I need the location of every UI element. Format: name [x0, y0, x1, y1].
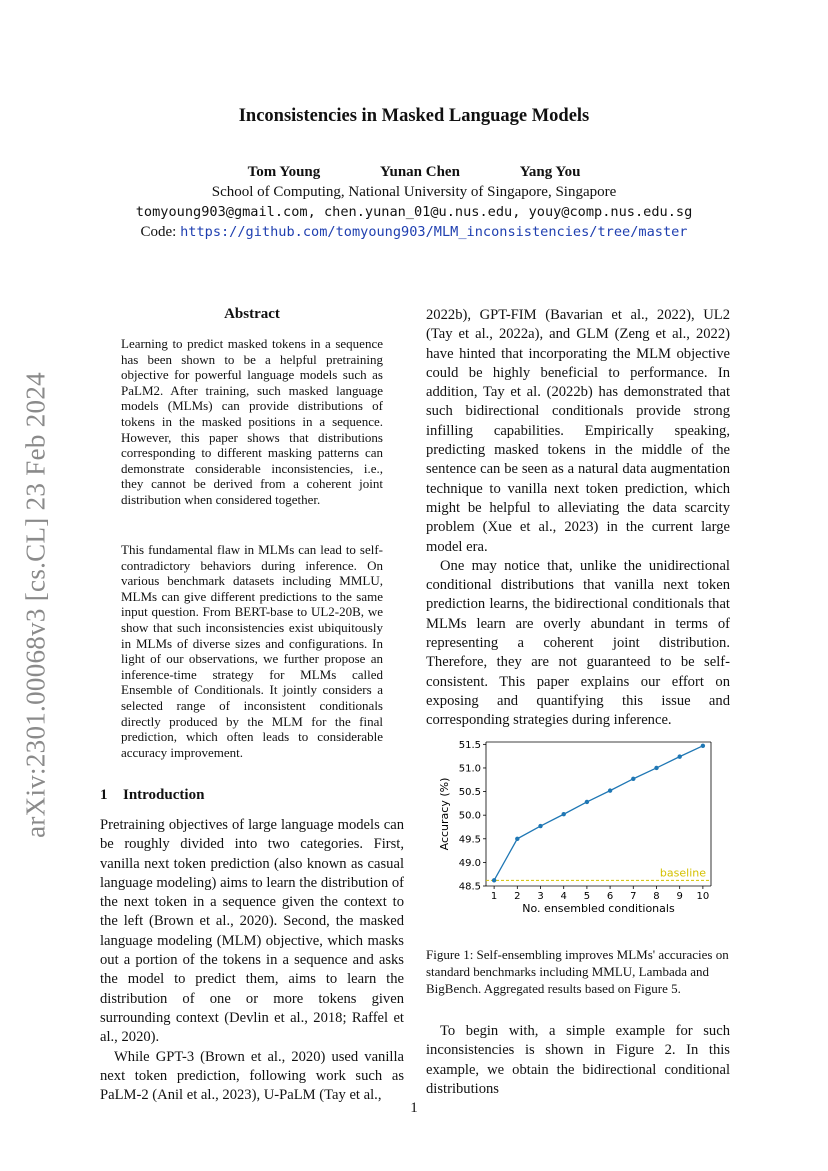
- x-tick-label: 10: [696, 891, 710, 902]
- y-tick-label: 51.0: [458, 763, 481, 775]
- baseline-label: baseline: [659, 866, 706, 880]
- x-tick-label: 2: [514, 891, 521, 902]
- body-paragraph: To begin with, a simple example for such inconsistencies is shown in Figure 2. In this example, we obtain the bidirectional conditional distributions: [426, 1023, 730, 1097]
- x-tick-label: 8: [653, 891, 660, 902]
- code-label: Code:: [140, 224, 177, 240]
- x-axis-label: No. ensembled conditionals: [522, 902, 675, 915]
- figure-1-chart: [426, 730, 726, 920]
- y-tick-label: 50.5: [458, 787, 481, 799]
- data-point: [701, 744, 705, 748]
- body-paragraph: 2022b), GPT-FIM (Bavarian et al., 2022), UL2 (Tay et al., 2022a), and GLM (Zeng et al., 2022) have hinted that incorporating the MLM objective could be highly beneficial to performance. In addition, Tay et al. (2022b) has demonstrated that such bidirectional conditionals provide strong infilling capabilities. Empirically speaking, predicting masked tokens in the middle of the sentence can be seen as a natural data augmentation technique to vanilla next token prediction, which might be helpful to alleviating the data scarcity problem (Xue et al., 2023) in the current large model era.: [426, 307, 730, 555]
- y-tick-label: 50.0: [458, 810, 481, 822]
- data-point: [515, 837, 519, 841]
- code-line: [0, 224, 828, 241]
- data-point: [492, 878, 496, 882]
- author-name: Tom Young: [247, 164, 321, 180]
- section-title: Introduction: [123, 787, 205, 803]
- section-heading-introduction: [100, 787, 204, 804]
- body-paragraph: Pretraining objectives of large language models can be roughly divided into two categories. First, vanilla next token prediction (also known as casual language modeling) aims to learn the distribution of the next token in a sequence given the context to the left (Brown et al., 2020). Second, the masked language modeling (MLM) objective, which masks out a portion of the tokens in a sequence and asks the model to predict them, aims to learn the distribution of one or more tokens given surrounding context (Devlin et al., 2018; Raffel et al., 2020).: [100, 817, 404, 1046]
- section-number: 1: [100, 787, 108, 803]
- data-point: [538, 824, 542, 828]
- data-point: [631, 777, 635, 781]
- author-emails[interactable]: tomyoung903@gmail.com, chen.yunan_01@u.nus.edu, youy@comp.nus.edu.sg: [135, 204, 693, 220]
- x-tick-label: 9: [676, 891, 683, 902]
- x-tick-label: 4: [560, 891, 567, 902]
- y-tick-label: 49.5: [458, 834, 481, 846]
- x-tick-label: 5: [583, 891, 591, 902]
- right-column-body: [426, 306, 730, 731]
- x-tick-label: 1: [490, 891, 498, 902]
- right-column-continued: [426, 1022, 730, 1099]
- y-tick-label: 49.0: [458, 857, 481, 869]
- x-tick-label: 7: [630, 891, 637, 902]
- data-point: [562, 812, 566, 816]
- series-line: [494, 746, 703, 881]
- data-point: [654, 766, 658, 770]
- y-tick-label: 48.5: [458, 881, 481, 893]
- abstract-heading: Abstract: [224, 306, 280, 322]
- arxiv-id: arXiv:2301.00068v3 [cs.CL] 23 Feb 2024: [20, 372, 51, 838]
- y-tick-label: 51.5: [458, 739, 481, 751]
- author-name: Yunan Chen: [380, 164, 460, 180]
- left-column-body: [100, 816, 404, 1105]
- author-name: Yang You: [519, 164, 581, 180]
- abstract-paragraph: Learning to predict masked tokens in a sequence has been shown to be a helpful pretraining objective for powerful language models such as PaLM2. After training, such masked language models (MLMs) can provide distributions of tokens in the masked positions in a sequence. However, this paper shows that distributions corresponding to different masking patterns can demonstrate considerable inconsistencies, i.e., they cannot be derived from a coherent joint distribution when considered together.: [121, 336, 383, 507]
- data-point: [585, 800, 589, 804]
- abstract-paragraph: This fundamental flaw in MLMs can lead to self-contradictory behaviors during inference. On various benchmark datasets including MMLU, MLMs can give different predictions to the same input question. From BERT-base to UL2-20B, we show that such inconsistencies exist ubiquitously in MLMs of diverse sizes and configurations. In light of our observations, we further propose an inference-time strategy for MLMs called Ensemble of Conditionals. It jointly considers a selected range of inconsistent conditionals directly produced by the MLM for the final prediction, which often leads to considerable accuracy improvement.: [121, 542, 383, 760]
- arxiv-watermark: [6, 360, 66, 850]
- body-paragraph: One may notice that, unlike the unidirectional conditional distributions that vanilla next token prediction learns, the bidirectional conditionals that MLMs learn are overly abundant in terms of representing a coherent joint distribution. Therefore, they are not guaranteed to be self-consistent. This paper explains our effort on exposing and quantifying this issue and corresponding strategies during inference.: [426, 557, 730, 729]
- x-tick-label: 6: [606, 891, 614, 902]
- author-list: [0, 164, 828, 181]
- data-point: [677, 754, 681, 758]
- code-url-link[interactable]: https://github.com/tomyoung903/MLM_inconsistencies/tree/master: [180, 224, 688, 240]
- y-axis-label: Accuracy (%): [438, 777, 451, 851]
- page-number: 1: [410, 1100, 418, 1116]
- body-paragraph: While GPT-3 (Brown et al., 2020) used vanilla next token prediction, following work such as PaLM-2 (Anil et al., 2023), U-PaLM (Tay et al.,: [100, 1048, 404, 1104]
- paper-title: Inconsistencies in Masked Language Models: [238, 106, 590, 126]
- affiliation: School of Computing, National University of Singapore, Singapore: [211, 184, 617, 200]
- figure-1-caption: Figure 1: Self-ensembling improves MLMs' accuracies on standard benchmarks including MMLU, Lambada and BigBench. Aggregated results based on Figure 5.: [426, 947, 729, 996]
- data-point: [608, 788, 612, 792]
- x-tick-label: 3: [537, 891, 544, 902]
- accuracy-line-chart: [426, 730, 726, 920]
